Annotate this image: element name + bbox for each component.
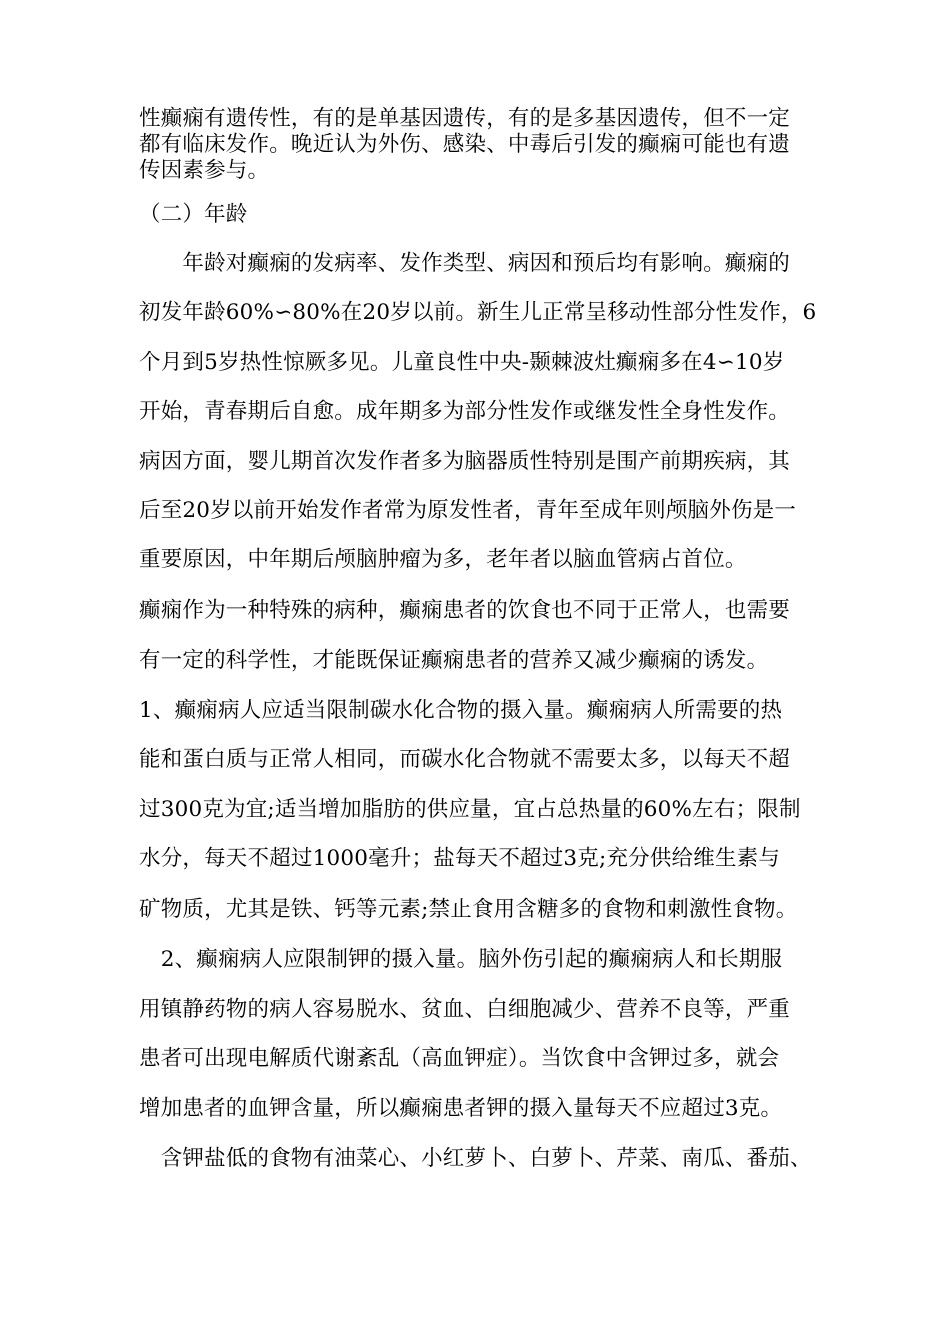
text-line: 都有临床发作。晚近认为外伤、感染、中毒后引发的癫痫可能也有遗 bbox=[139, 132, 791, 157]
text-line: 矿物质，尤其是铁、钙等元素;禁止食用含糖多的食物和刺激性食物。 bbox=[139, 897, 798, 922]
text-line: 水分，每天不超过1000毫升；盐每天不超过3克;充分供给维生素与 bbox=[139, 846, 781, 871]
text-line: 含钾盐低的食物有油菜心、小红萝卜、白萝卜、芹菜、南瓜、番茄、 bbox=[139, 1146, 812, 1171]
text-line: 有一定的科学性，才能既保证癫痫患者的营养又减少癫痫的诱发。 bbox=[139, 648, 769, 673]
text-line: 性癫痫有遗传性，有的是单基因遗传，有的是多基因遗传，但不一定 bbox=[139, 106, 791, 131]
text-line: 病因方面，婴儿期首次发作者多为脑器质性特别是围产前期疾病，其 bbox=[139, 449, 791, 474]
text-line: 癫痫作为一种特殊的病种，癫痫患者的饮食也不同于正常人，也需要 bbox=[139, 598, 791, 623]
text-line: 增加患者的血钾含量，所以癫痫患者钾的摄入量每天不应超过3克。 bbox=[139, 1096, 783, 1121]
text-line: 个月到5岁热性惊厥多见。儿童良性中央-颞棘波灶癫痫多在4∽10岁 bbox=[139, 350, 785, 375]
text-line: 年龄对癫痫的发病率、发作类型、病因和预后均有影响。癫痫的 bbox=[139, 251, 791, 276]
text-line: 后至20岁以前开始发作者常为原发性者，青年至成年则颅脑外伤是一 bbox=[139, 498, 797, 523]
text-line: 用镇静药物的病人容易脱水、贫血、白细胞减少、营养不良等，严重 bbox=[139, 997, 791, 1022]
text-line: 开始，青春期后自愈。成年期多为部分性发作或继发性全身性发作。 bbox=[139, 399, 791, 424]
text-line: 重要原因，中年期后颅脑肿瘤为多，老年者以脑血管病占首位。 bbox=[139, 547, 747, 572]
text-line: 2、癫痫病人应限制钾的摄入量。脑外伤引起的癫痫病人和长期服 bbox=[139, 947, 783, 972]
text-line: 患者可出现电解质代谢紊乱（高血钾症）。当饮食中含钾过多，就会 bbox=[139, 1046, 780, 1071]
text-line: 过300克为宜;适当增加脂肪的供应量，宜占总热量的60%左右；限制 bbox=[139, 797, 801, 822]
text-line: 传因素参与。 bbox=[139, 158, 270, 183]
section-heading-age: （二）年龄 bbox=[139, 202, 248, 227]
text-line: 初发年龄60%∽80%在20岁以前。新生儿正常呈移动性部分性发作，6 bbox=[139, 300, 817, 325]
text-line: 1、癫痫病人应适当限制碳水化合物的摄入量。癫痫病人所需要的热 bbox=[139, 698, 783, 723]
text-line: 能和蛋白质与正常人相同，而碳水化合物就不需要太多，以每天不超 bbox=[139, 747, 791, 772]
